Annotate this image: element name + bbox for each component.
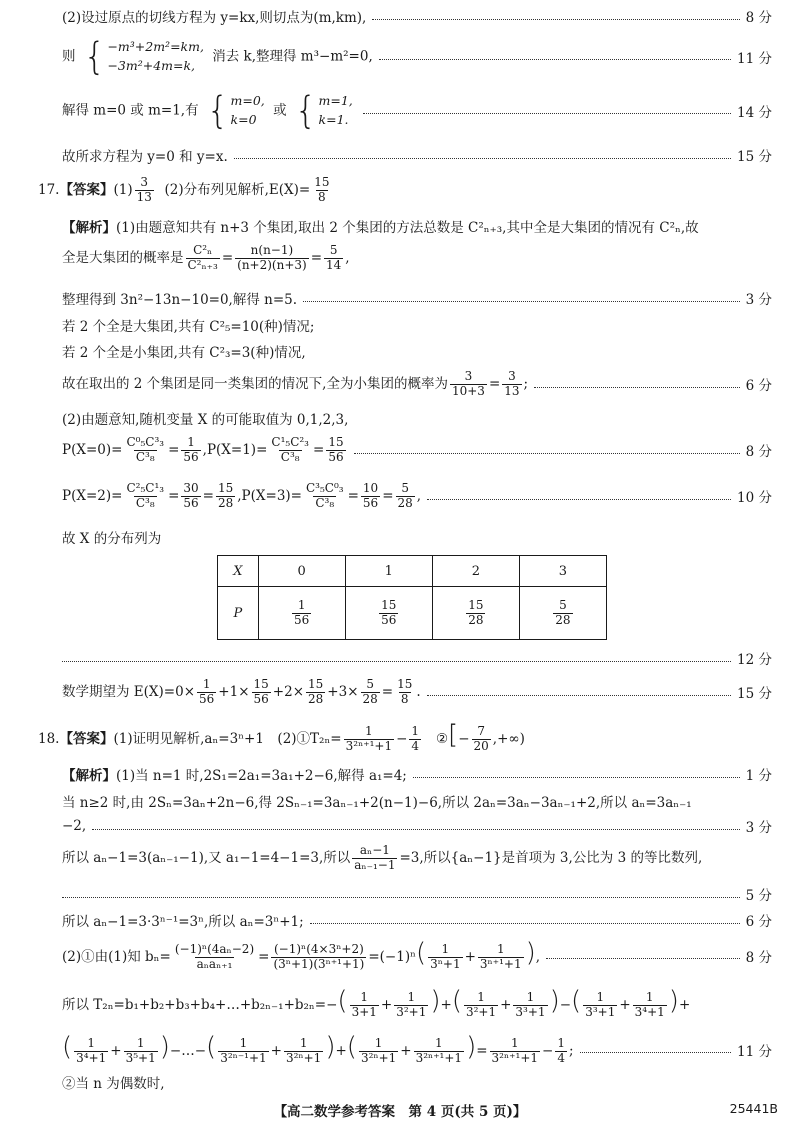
a18-line6: [62, 910, 772, 930]
leader-dots: [413, 777, 740, 778]
fraction: $\frac{5}{28}$: [362, 677, 378, 706]
equation-system: [83, 34, 204, 79]
fraction: $\frac{3}{13}$: [136, 175, 152, 204]
fraction: $\frac{1}{\text{3²ⁿ⁻¹+1}}$: [220, 1036, 267, 1065]
table-cell: 3: [519, 556, 606, 587]
text: 故所求方程为 y=0 和 y=x.: [62, 149, 228, 165]
score: 6 分: [745, 914, 772, 930]
table-header-x: X: [218, 556, 259, 587]
text: 数学期望为 E(X)=0× $\frac{1}{56}$ +1× $\frac{15}{56}$ +2× $\frac{15}{28}$ +3× $\frac{5}{28}$ = $\frac{15}{8}$ .: [62, 677, 421, 706]
doc-code: 25441B: [729, 1101, 778, 1116]
fraction: $\frac{30}{56}$: [183, 481, 199, 510]
text: [38, 176, 334, 205]
text: P(X=0)= $\frac{\text{C⁰₅C³₃}}{\text{C³₈}}$ = $\frac{1}{56}$ ,P(X=1)= $\frac{\text{C¹₅C²₃}}{\text{C³₈}}$ = $\frac{15}{56}$: [62, 435, 344, 464]
fraction: $\frac{15}{28}$: [217, 481, 234, 510]
leader-dots: [303, 301, 740, 302]
fraction: $\frac{\text{C⁰₅C³₃}}{\text{C³₈}}$: [126, 435, 165, 464]
leader-dots: [310, 923, 740, 924]
sys-row-1: −m³+2m²=km,: [107, 39, 204, 54]
fraction: $\frac{7}{20}$: [473, 724, 489, 753]
fraction: $\frac{\text{(−1)ⁿ(4aₙ−2)}}{\text{aₙaₙ₊₁}}$: [174, 942, 255, 971]
score: 3 分: [745, 820, 772, 836]
text: 当 n≥2 时,由 2Sₙ=3aₙ+2n−6,得 2Sₙ₋₁=3aₙ₋₁+2(n−1)−6,所以 2aₙ=3aₙ−3aₙ₋₁+2,所以 aₙ=3aₙ₋₁: [62, 795, 692, 811]
distribution-table: [217, 555, 607, 640]
line-16-final: [62, 145, 772, 165]
fraction: $\frac{\text{C²₅C¹₃}}{\text{C³₈}}$: [126, 481, 165, 510]
fraction: $\frac{1}{\text{3²ⁿ⁺¹+1}}$: [491, 1036, 539, 1065]
table-cell: $\frac{15}{56}$: [345, 587, 432, 640]
solve-pre: 解得 m=0 或 m=1,有: [62, 102, 199, 119]
line-16-system: [62, 34, 772, 79]
score: 11 分: [737, 1043, 772, 1060]
a18-line3: [62, 816, 772, 836]
text: [62, 88, 357, 133]
fraction: $\frac{1}{\text{3³+1}}$: [585, 990, 616, 1019]
fraction: $\frac{1}{\text{3ⁿ⁺¹+1}}$: [479, 942, 522, 971]
analysis-tag: 【解析】: [62, 768, 116, 784]
text: 【解析】(1)由题意知共有 n+3 个集团,取出 2 个集团的方法总数是 C²ₙ₊₃,其中全是大集团的情况有 C²ₙ,故: [62, 220, 699, 236]
answer-tag: 【答案】: [59, 731, 114, 747]
fraction: $\frac{1}{\text{3²+1}}$: [396, 990, 427, 1019]
fraction: $\frac{1}{\text{3²ⁿ+1}}$: [360, 1036, 397, 1065]
leader-dots: [427, 695, 731, 696]
sys-after: 消去 k,整理得 m³−m²=0,: [212, 48, 373, 65]
fraction: $\frac{1}{\text{3²ⁿ⁺¹+1}}$: [345, 724, 393, 753]
fraction: $\frac{\text{C²ₙ}}{\text{C²ₙ₊₃}}$: [187, 243, 218, 272]
text: 若 2 个全是小集团,共有 C²₃=3(种)情况,: [62, 345, 306, 361]
text: 全是大集团的概率是 $\frac{\text{C²ₙ}}{\text{C²ₙ₊₃}}$ = $\frac{n(n-1)}{(n+2)(n+3)}$ = $\frac{5}{14}$ ,: [62, 243, 350, 272]
fraction: $\frac{\text{C¹₅C²₃}}{\text{C³₈}}$: [271, 435, 309, 464]
a18-line2: [62, 791, 772, 811]
question-number: 17.: [38, 181, 60, 198]
leader-dots: [92, 829, 739, 830]
score: 15 分: [737, 686, 772, 703]
leader-dots: [534, 387, 740, 388]
a18-line5: [62, 884, 772, 904]
solution-a-row1: m=0,: [230, 93, 265, 108]
text: [62, 34, 373, 79]
score: 10 分: [737, 490, 772, 507]
table-cell: $\frac{5}{28}$: [519, 587, 606, 640]
fraction: $\frac{15}{56}$: [328, 435, 344, 464]
text: P(X=2)= $\frac{\text{C²₅C¹₃}}{\text{C³₈}}$ = $\frac{30}{56}$ = $\frac{15}{28}$ ,P(X=3)= $\frac{\text{C³₅C⁰₃}}{\text{C³₈}}$ = $\frac{10}{56}$ = $\frac{5}{28}$ ,: [62, 481, 422, 510]
q18-answer: [38, 722, 772, 754]
text: 【解析】(1)当 n=1 时,2S₁=2a₁=3a₁+2−6,解得 a₁=4;: [62, 768, 407, 784]
text: (2)①由(1)知 bₙ= $\frac{\text{(−1)ⁿ(4aₙ−2)}}{\text{aₙaₙ₊₁}}$ = $\frac{\text{(−1)ⁿ(4×3ⁿ+2)}}{\text{(3ⁿ+1)(3ⁿ⁺¹+1)}}$ =(−1)ⁿ( $\frac{1}{\text{3ⁿ+1}}$ + $\frac{1}{\text{3ⁿ⁺¹+1}}$ ),: [62, 938, 541, 971]
text: 所以 aₙ−1=3(aₙ₋₁−1),又 a₁−1=4−1=3,所以 $\frac{\text{aₙ−1}}{\text{aₙ₋₁−1}}$ =3,所以{aₙ−1}是首项为 3,公比为 3 的等比数列,: [62, 843, 703, 872]
text: 所以 aₙ−1=3·3ⁿ⁻¹=3ⁿ,所以 aₙ=3ⁿ+1;: [62, 914, 304, 930]
table-cell: $\frac{1}{56}$: [258, 587, 345, 640]
leader-dots: [354, 453, 740, 454]
fraction: $\frac{1}{4}$: [557, 1036, 565, 1065]
table-cell: 0: [258, 556, 345, 587]
table-header-p: P: [218, 587, 259, 640]
score: 1 分: [745, 768, 772, 784]
a18-line1: [62, 764, 772, 784]
fraction: $\frac{\text{(−1)ⁿ(4×3ⁿ+2)}}{\text{(3ⁿ+1)(3ⁿ⁺¹+1)}}$: [273, 942, 365, 971]
a18-line4: [62, 844, 772, 873]
solution-a: [206, 88, 265, 133]
q17-answer: [38, 176, 772, 205]
line-16-2: [62, 6, 772, 26]
text: ( $\frac{1}{\text{3⁴+1}}$ + $\frac{1}{\text{3⁵+1}}$ )−…−( $\frac{1}{\text{3²ⁿ⁻¹+1}}$ + $\frac{1}{\text{3²ⁿ+1}}$ )+( $\frac{1}{\text{3²ⁿ+1}}$ + $\frac{1}{\text{3²ⁿ⁺¹+1}}$ )= $\frac{1}{\text{3²ⁿ⁺¹+1}}$ − $\frac{1}{4}$ ;: [62, 1032, 574, 1065]
ans2: (2)分布列见解析,E(X)=: [164, 181, 311, 198]
a17-p23: [62, 482, 772, 511]
fraction: $\frac{1}{\text{3⁵+1}}$: [125, 1036, 156, 1065]
brace-icon: {: [294, 88, 317, 133]
text: 整理得到 3n²−13n−10=0,解得 n=5.: [62, 292, 298, 308]
leader-dots: [372, 19, 739, 20]
table-row: [218, 587, 607, 640]
a17-line3: [62, 288, 772, 308]
text: −2,: [62, 818, 87, 834]
leader-dots: [546, 958, 740, 959]
leader-dots: [62, 897, 740, 898]
score: 6 分: [745, 378, 772, 395]
fraction: $\frac{\text{aₙ−1}}{\text{aₙ₋₁−1}}$: [354, 843, 396, 872]
score: 5 分: [745, 888, 772, 904]
score: 14 分: [737, 104, 772, 121]
solution-a-row2: k=0: [230, 111, 257, 127]
page-footer: 【高二数学参考答案 第 4 页(共 5 页)】: [273, 1104, 527, 1120]
leader-dots: [379, 59, 731, 60]
fraction: $\frac{n(n-1)}{(n+2)(n+3)}$: [237, 243, 307, 272]
sys-row-2: −3m²+4m=k,: [107, 57, 196, 73]
score: 11 分: [737, 50, 772, 67]
fraction: $\frac{15}{8}$: [397, 677, 413, 706]
leader-dots: [580, 1052, 731, 1053]
fraction: $\frac{1}{\text{3ⁿ+1}}$: [430, 942, 461, 971]
fraction: $\frac{1}{4}$: [411, 724, 420, 753]
fraction: $\frac{1}{\text{3³+1}}$: [515, 990, 546, 1019]
brace-icon: {: [206, 88, 229, 133]
a17-p01: [62, 436, 772, 465]
answer-tag: 【答案】: [59, 181, 114, 198]
table-cell: 1: [345, 556, 432, 587]
fraction: $\frac{1}{\text{3²+1}}$: [465, 990, 497, 1019]
table-cell: $\frac{15}{28}$: [432, 587, 519, 640]
a18-line9: [62, 1034, 772, 1066]
fraction: $\frac{1}{56}$: [199, 677, 215, 706]
line-16-solve: [62, 88, 772, 133]
text: 18.【答案】(1)证明见解析,aₙ=3ⁿ+1 (2)①T₂ₙ= $\frac{1}{\text{3²ⁿ⁺¹+1}}$ − $\frac{1}{4}$ ②[− $\frac{7}{20}$ ,+∞): [38, 720, 525, 753]
brace-icon: {: [83, 34, 106, 79]
score: 3 分: [745, 292, 772, 308]
a17-line1: [62, 216, 772, 236]
fraction: $\frac{10}{56}$: [362, 481, 379, 510]
score: 12 分: [737, 652, 772, 668]
score: 8 分: [745, 444, 772, 461]
fraction: $\frac{5}{28}$: [397, 481, 413, 510]
a17-dist-intro: [62, 527, 772, 547]
fraction: $\frac{1}{3+1}$: [351, 990, 377, 1019]
a17-line5: [62, 341, 772, 361]
a17-expectation: [62, 678, 772, 707]
fraction: $\frac{1}{\text{3⁴+1}}$: [634, 990, 665, 1019]
fraction: $\frac{3}{10+3}$: [451, 369, 485, 398]
text: 若 2 个全是大集团,共有 C²₅=10(种)情况;: [62, 319, 315, 335]
fraction: $\frac{1}{\text{3²ⁿ⁺¹+1}}$: [415, 1036, 463, 1065]
table-score-line: [62, 648, 772, 668]
a18-line10: [62, 1072, 772, 1092]
leader-dots: [363, 113, 731, 114]
text: 所以 T₂ₙ=b₁+b₂+b₃+b₄+…+b₂ₙ₋₁+b₂ₙ=−( $\frac{1}{3+1}$ + $\frac{1}{\text{3²+1}}$ )+( $\frac{1}{\text{3²+1}}$ + $\frac{1}{\text{3³+1}}$ )−( $\frac{1}{\text{3³+1}}$ + $\frac{1}{\text{3⁴+1}}$ )+: [62, 986, 691, 1019]
leader-dots: [234, 158, 731, 159]
text: 故在取出的 2 个集团是同一类集团的情况下,全为小集团的概率为 $\frac{3}{10+3}$ = $\frac{3}{13}$ ;: [62, 369, 529, 398]
a18-line7: [62, 940, 772, 972]
a17-line2: [62, 244, 772, 273]
a17-line4: [62, 315, 772, 335]
sys-intro: 则: [62, 48, 76, 65]
table-row: [218, 556, 607, 587]
text: (2)由题意知,随机变量 X 的可能取值为 0,1,2,3,: [62, 412, 349, 428]
solve-or: 或: [273, 102, 287, 119]
score: 8 分: [745, 10, 772, 26]
ans1: (1): [113, 181, 133, 198]
fraction: $\frac{3}{13}$: [504, 369, 520, 398]
a18-line8: [62, 988, 772, 1020]
fraction: $\frac{15}{8}$: [314, 175, 330, 204]
fraction: $\frac{1}{\text{3⁴+1}}$: [76, 1036, 107, 1065]
score: 8 分: [745, 949, 772, 966]
score: 15 分: [737, 149, 772, 165]
question-number: 18.: [38, 731, 60, 747]
text: 故 X 的分布列为: [62, 531, 162, 547]
leader-dots: [427, 499, 731, 500]
fraction: $\frac{1}{\text{3²ⁿ+1}}$: [285, 1036, 322, 1065]
text: ②当 n 为偶数时,: [62, 1076, 165, 1092]
a17-line6: [62, 370, 772, 399]
fraction: $\frac{15}{28}$: [308, 677, 324, 706]
fraction: $\frac{15}{56}$: [253, 677, 269, 706]
fraction: $\frac{\text{C³₅C⁰₃}}{\text{C³₈}}$: [305, 481, 344, 510]
solution-b: [294, 88, 353, 133]
a17-line7: [62, 408, 772, 428]
solution-b-row2: k=1.: [318, 111, 349, 127]
text: (2)设过原点的切线方程为 y=kx,则切点为(m,km),: [62, 10, 367, 26]
solution-b-row1: m=1,: [318, 93, 353, 108]
table-cell: 2: [432, 556, 519, 587]
leader-dots: [62, 661, 731, 662]
fraction: $\frac{5}{14}$: [326, 243, 342, 272]
fraction: $\frac{1}{56}$: [183, 435, 199, 464]
analysis-tag: 【解析】: [62, 220, 116, 236]
